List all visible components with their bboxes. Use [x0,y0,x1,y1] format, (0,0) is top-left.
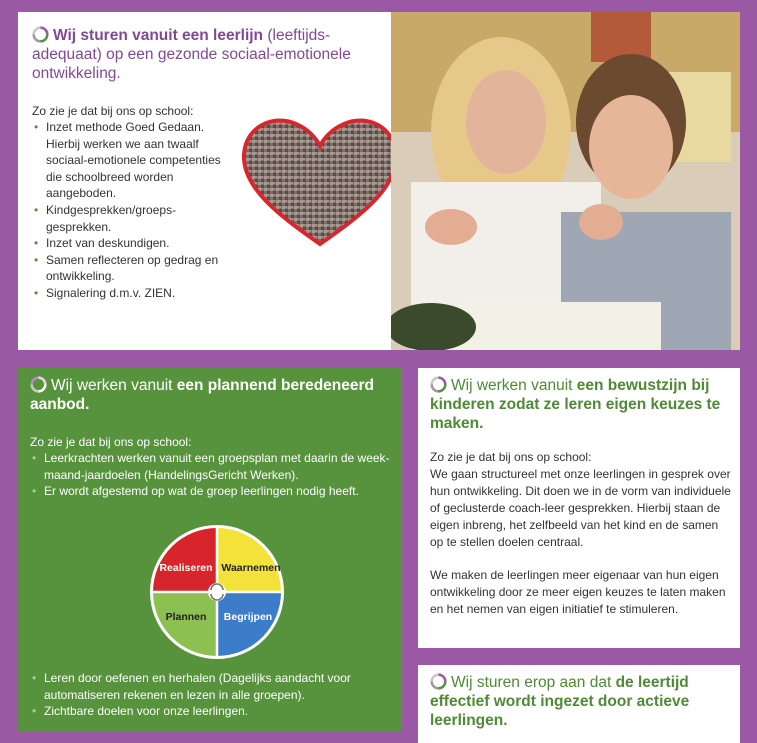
quadrant-begrijpen [217,592,281,656]
panel2-heading-rest: Wij werken vanuit [51,377,177,394]
list-item: • Zichtbare doelen voor onze leerlingen. [30,703,390,720]
label-plannen: Plannen [165,611,207,623]
panel2-bullet-list-bottom [30,670,390,720]
classroom-photo-image [391,12,740,350]
panel2-intro: Zo zie je dat bij ons op school: [30,435,192,449]
quadrant-plannen [153,592,217,656]
panel3-paragraph-1: We gaan structureel met onze leerlingen in gesprek over hun ontwikkeling. Dit doen we in de vorm van individuele of geclusterde coach-leer gesprekken. Hierbij staan de eigen inbreng, het zelfbeeld van het kind en de samen op te stellen doelen centraal. [430,467,731,549]
list-item: • Signalering d.m.v. ZIEN. [32,285,232,302]
list-item: • Samen reflecteren op gedrag en ontwikkeling. [32,252,232,285]
panel1-heading-rest: (leeftijds-adequaat) op een gezonde sociaal-emotionele ontwikkeling. [32,27,351,82]
panel3-heading [430,376,732,433]
list-item: • Kindgesprekken/groeps-gesprekken. [32,202,232,235]
panel3-heading-rest: Wij werken vanuit [451,377,577,394]
list-item: • Inzet van deskundigen. [32,235,232,252]
cycle-arrows-icon [208,583,226,601]
panel-social-emotional [18,12,391,350]
list-item: • Leren door oefenen en herhalen (Dagelijks aandacht voor automatiseren rekenen en lezen in alle groepen). [30,670,390,703]
panel-planned-offer [18,368,401,732]
panel4-heading [430,673,732,730]
list-item: • Er wordt afgestemd op wat de groep leerlingen nodig heeft. [30,483,393,500]
panel4-heading-rest: Wij sturen erop aan dat [451,674,616,691]
panel2-heading-bold: een plannend beredeneerd aanbod. [30,377,375,413]
panel1-bullet-list [32,119,232,302]
panel1-heading [32,26,381,83]
swirl-logo-icon [430,673,447,690]
panel-awareness [418,368,740,648]
label-waarnemen: Waarnemen [221,562,281,574]
swirl-logo-icon [430,376,447,393]
list-item: • Inzet methode Goed Gedaan. Hierbij werken we aan twaalf sociaal-emotionele competenties die schoolbreed worden aangeboden. [32,119,232,202]
panel2-heading [30,376,393,414]
quadrant-realiseren [153,528,217,592]
panel1-heading-bold: Wij sturen vanuit een leerlijn [53,27,264,44]
label-realiseren: Realiseren [159,562,213,574]
panel4-heading-bold: de leertijd effectief wordt ingezet door actieve leerlingen. [430,674,690,729]
heart-mosaic-image [240,116,400,248]
list-item: • Leerkrachten werken vanuit een groepsplan met daarin de week-maand-jaardoelen (HandelingsGericht Werken). [30,450,393,483]
label-begrijpen: Begrijpen [223,611,273,623]
teacher-child-photo [391,12,740,350]
panel-effective-learning-time [418,665,740,743]
swirl-logo-icon [30,376,47,393]
panel1-intro: Zo zie je dat bij ons op school: [32,104,194,118]
panel3-heading-bold: een bewustzijn bij kinderen zodat ze leren eigen keuzes te maken. [430,377,721,432]
panel3-paragraph-2: We maken de leerlingen meer eigenaar van hun eigen ontwikkeling door ze meer eigen keuzes te laten maken en het nemen van eigen initiatief te stimuleren. [430,568,726,616]
swirl-logo-icon [32,26,49,43]
quadrant-waarnemen [217,528,281,592]
hgw-cycle-diagram [149,524,285,660]
panel2-bullet-list-top [30,450,393,500]
panel3-intro: Zo zie je dat bij ons op school: [430,450,592,464]
